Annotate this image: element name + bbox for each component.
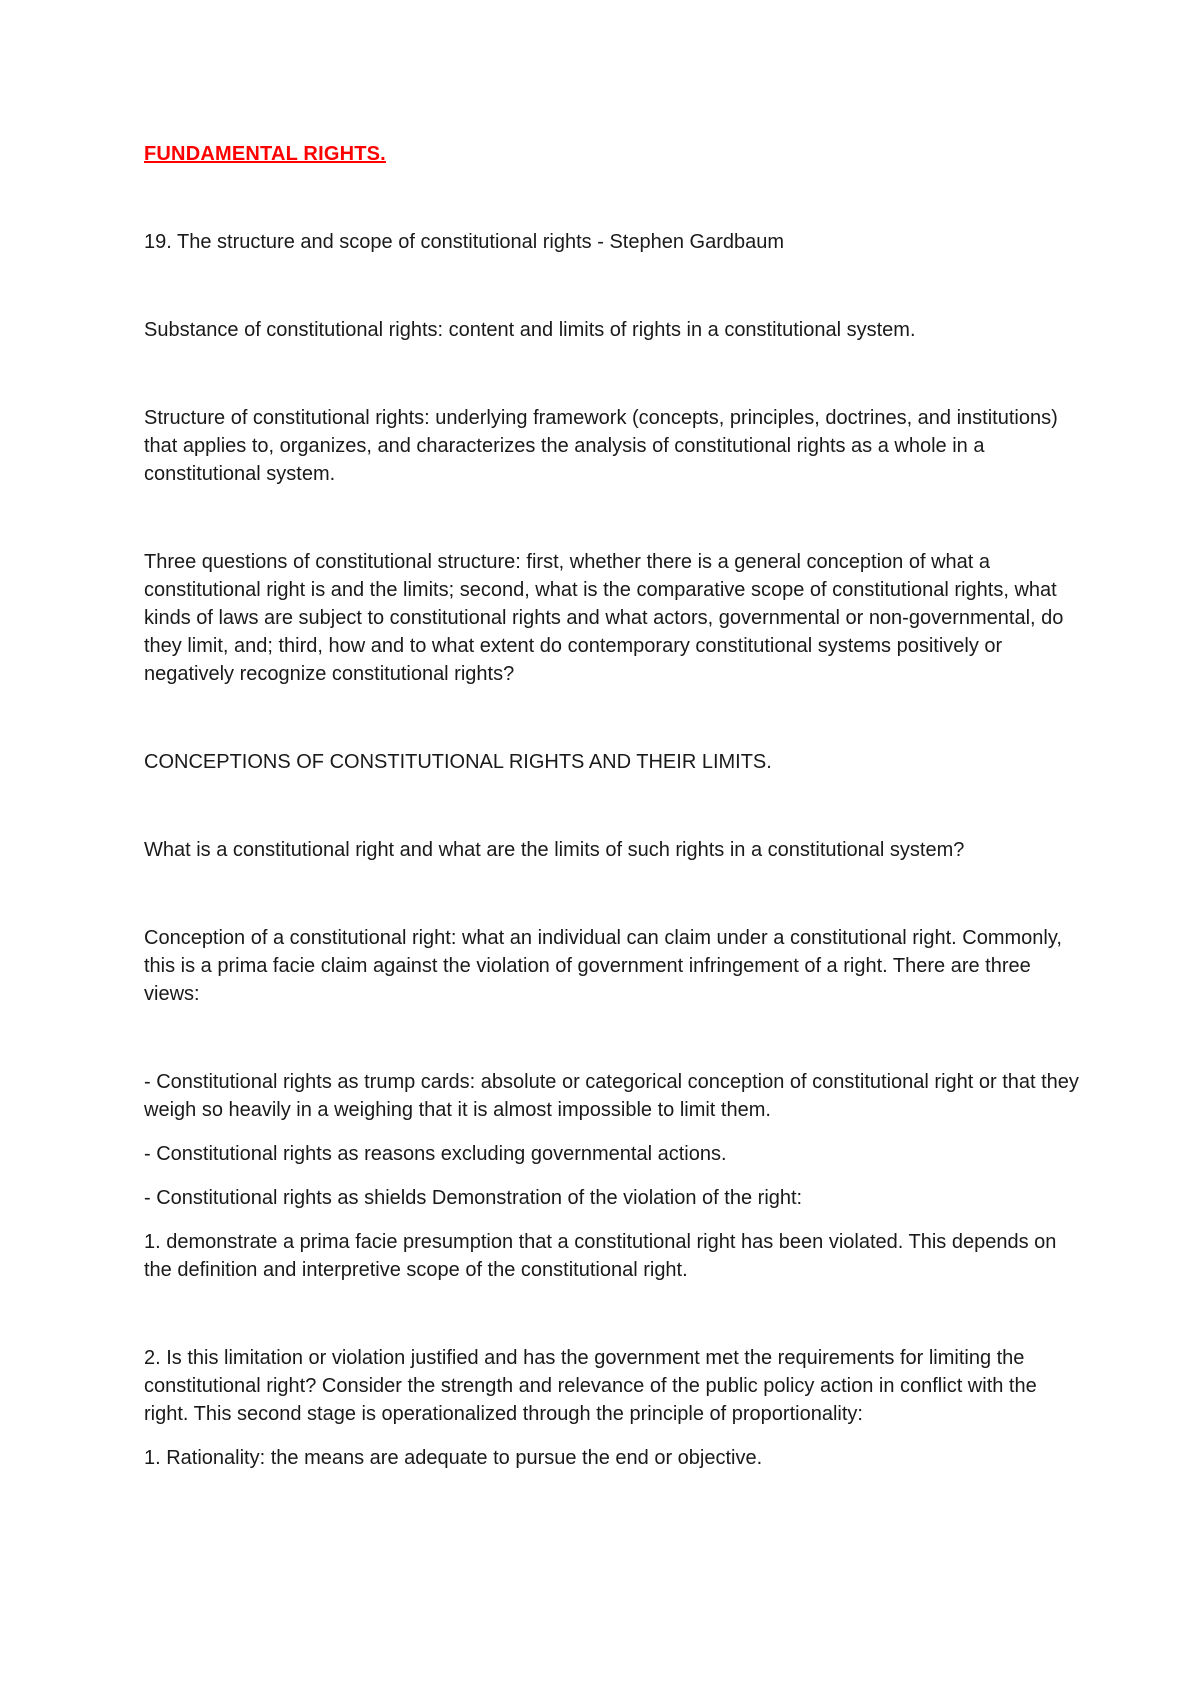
paragraph-substance: Substance of constitutional rights: content and limits of rights in a constitutional system. (144, 319, 916, 341)
paragraph-conception: Conception of a constitutional right: what an individual can claim under a constitutional right. Commonly, this is a prima facie claim against the violation of government infringement of a right. There are three views: (144, 927, 1062, 1005)
list-item-reasons: - Constitutional rights as reasons excluding governmental actions. (144, 1143, 727, 1165)
list-item-rationality: 1. Rationality: the means are adequate to pursue the end or objective. (144, 1447, 763, 1469)
document-title: FUNDAMENTAL RIGHTS. (144, 143, 386, 165)
list-item-shields: - Constitutional rights as shields Demonstration of the violation of the right: (144, 1187, 803, 1209)
paragraph-structure: Structure of constitutional rights: underlying framework (concepts, principles, doctrines, and institutions) that applies to, organizes, and characterizes the analysis of constitutional rights as a whole in a constitutional system. (144, 407, 1058, 485)
document-body (144, 140, 1084, 1472)
paragraph-three-questions: Three questions of constitutional structure: first, whether there is a general conception of what a constitutional right is and the limits; second, what is the comparative scope of constitutional rights, what kinds of laws are subject to constitutional rights and what actors, governmental or non-governmental, do they limit, and; third, how and to what extent do contemporary constitutional systems positively or negatively recognize constitutional rights? (144, 551, 1064, 685)
list-item-step-two: 2. Is this limitation or violation justified and has the government met the requirements for limiting the constitutional right? Consider the strength and relevance of the public policy action in conflict with the right. This second stage is operationalized through the principle of proportionality: (144, 1347, 1037, 1425)
list-item-trump-cards: - Constitutional rights as trump cards: absolute or categorical conception of constitutional right or that they weigh so heavily in a weighing that it is almost impossible to limit them. (144, 1071, 1079, 1121)
section-heading: CONCEPTIONS OF CONSTITUTIONAL RIGHTS AND THEIR LIMITS. (144, 751, 772, 773)
paragraph-question: What is a constitutional right and what are the limits of such rights in a constitutional system? (144, 839, 965, 861)
paragraph-source: 19. The structure and scope of constitutional rights - Stephen Gardbaum (144, 231, 784, 253)
list-item-step-one: 1. demonstrate a prima facie presumption that a constitutional right has been violated. This depends on the definition and interpretive scope of the constitutional right. (144, 1231, 1057, 1281)
